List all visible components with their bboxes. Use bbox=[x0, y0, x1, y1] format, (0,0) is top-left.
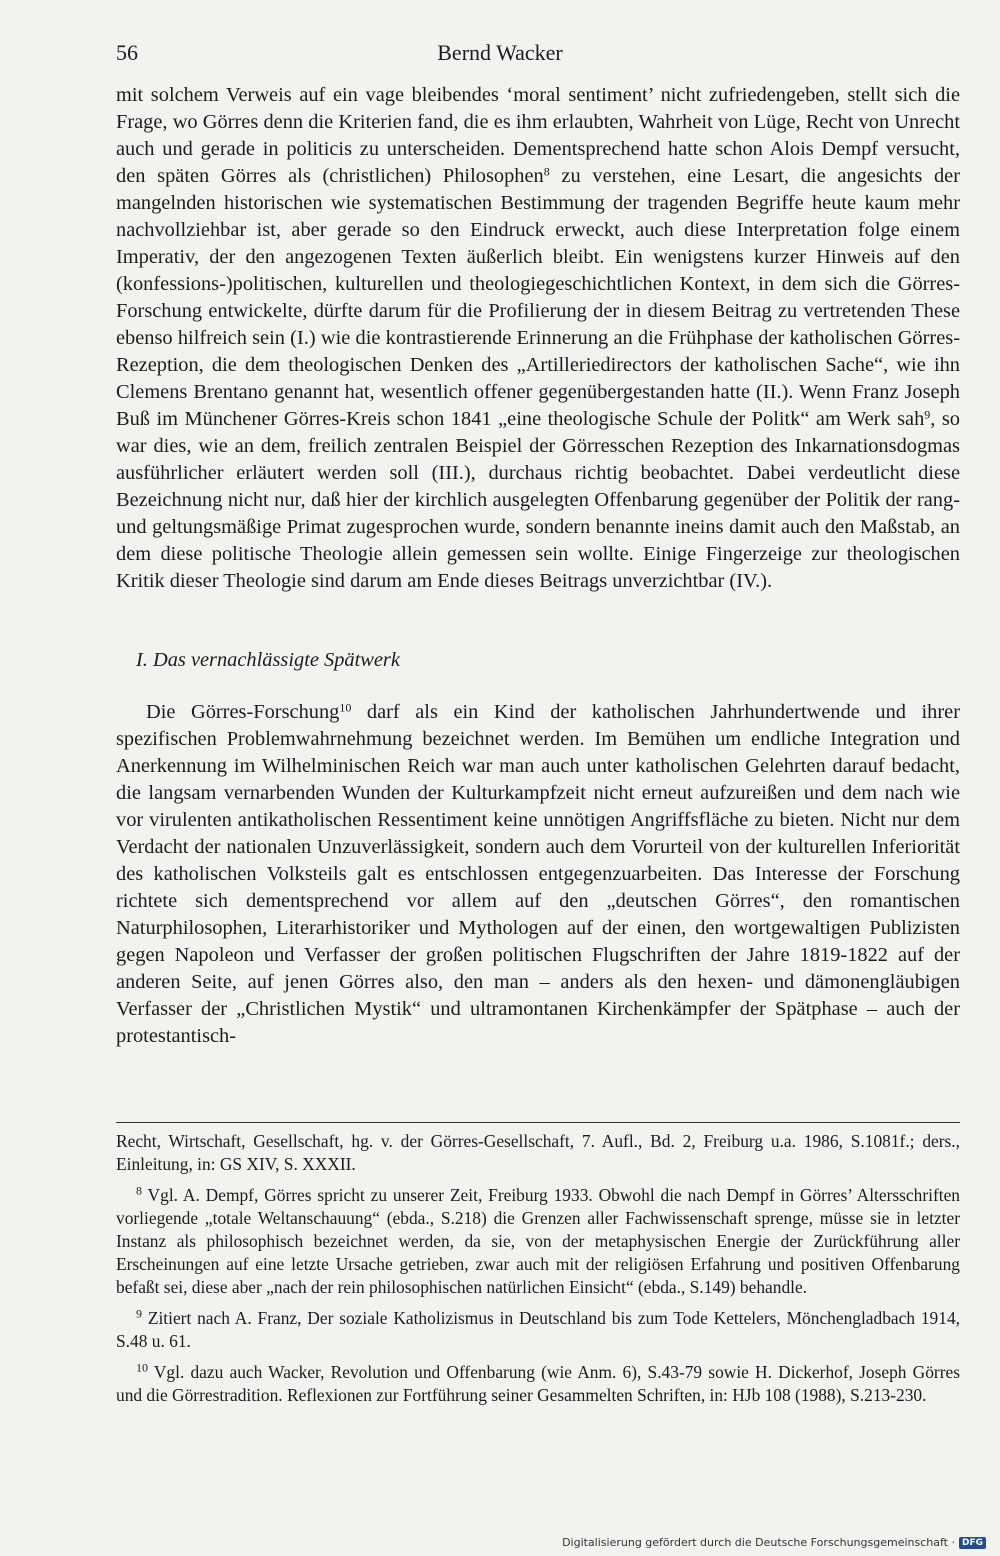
footnote-text: Zitiert nach A. Franz, Der soziale Katholizismus in Deutschland bis zum Tode Kettelers, Mönchengladbach 1914, S.48 u. 61. bbox=[116, 1308, 960, 1351]
body-paragraph bbox=[116, 82, 960, 595]
footnote-text: Vgl. A. Dempf, Görres spricht zu unserer Zeit, Freiburg 1933. Obwohl die nach Dempf in Görres’ Altersschriften vorliegende „totale Weltanschauung“ (ebda., S.218) die Grenzen aller Fachwissenschaft sprenge, müsse sie in letzter Instanz als philosophisch bezeichnet werden, da sie, von der metaphysischen Energie der Zurückführung aller Erscheinungen auf eine letzte Ursache getrieben, zwar auch mit der religiösen Erfahrung und positiven Offenbarung befaßt sei, diese aber „nach der rein philosophischen natürlichen Einsicht“ (ebda., S.149) behandle. bbox=[116, 1185, 960, 1297]
paragraph-text: , so war dies, wie an dem, freilich zentralen Beispiel der Görresschen Rezeption des Inkarnationsdogmas ausführlicher erläutert werden soll (III.), durchaus richtig beobachtet. Dabei verdeutlicht diese Bezeichnung nicht nur, daß hier der kirchlich ausgelegten Offenbarung gegenüber der Politik der rang- und geltungsmäßige Primat zugesprochen wurde, sondern benannte ineins damit auch den Maßstab, an dem diese politische Theologie allein gemessen sein wollte. Einige Fingerzeige zur theologischen Kritik dieser Theologie sind darum am Ende dieses Beitrags unverzichtbar (IV.). bbox=[116, 408, 960, 592]
footnote-mark: 10 bbox=[136, 1360, 148, 1375]
digitization-text: Digitalisierung gefördert durch die Deutsche Forschungsgemeinschaft · bbox=[562, 1536, 955, 1549]
footnote-divider bbox=[116, 1122, 960, 1123]
paragraph-text: mit solchem Verweis auf ein vage bleibendes ‘moral sentiment’ nicht zufriedengeben, stellt sich die Frage, wo Görres denn die Kriterien fand, die es ihm erlaubten, Wahrheit von Lüge, Recht von Unrecht auch und gerade in politicis zu unterscheiden. Dementsprechend hatte schon Alois Dempf versucht, den späten Görres als (christlichen) Philosophen bbox=[116, 84, 960, 187]
page-number: 56 bbox=[116, 40, 138, 65]
section-heading: I. Das vernachlässigte Spätwerk bbox=[136, 649, 400, 671]
running-head: Bernd Wacker bbox=[437, 40, 563, 65]
paragraph-text: darf als ein Kind der katholischen Jahrhundertwende und ihrer spezifischen Problemwahrnehmung bezeichnet werden. Im Bemühen um endliche Integration und Anerkennung im Wilhelminischen Reich war man auch unter katholischen Gelehrten darauf bedacht, die langsam vernarbenden Wunden der Kulturkampfzeit nicht erneut aufzureißen und dem nach wie vor virulenten antikatholischen Ressentiment keine unnötigen Angriffsfläche zu bieten. Nicht nur dem Verdacht der nationalen Unzuverlässigkeit, sondern auch dem Vorurteil von der kulturellen Inferiorität des katholischen Volksteils galt es entschlossen entgegenzuarbeiten. Das Interesse der Forschung richtete sich dementsprechend vor allem auf den „deutschen Görres“, den romantischen Naturphilosophen, Literarhistoriker und Mythologen auf der einen, den wortgewaltigen Publizisten gegen Napoleon und Verfasser der großen politischen Flugschriften der Jahre 1819-1822 auf der anderen Seite, auf jenen Görres also, den man – anders als den hexen- und dämonengläubigen Verfasser der „Christlichen Mystik“ und ultramontanen Kirchenkämpfer der Spätphase – auch der protestantisch- bbox=[116, 701, 960, 1047]
footnote-ref-10: 10 bbox=[339, 700, 352, 715]
main-text bbox=[116, 82, 960, 1050]
footnote-continued: Recht, Wirtschaft, Gesellschaft, hg. v. der Görres-Gesellschaft, 7. Aufl., Bd. 2, Freiburg u.a. 1986, S.1081f.; ders., Einleitung, in: GS XIV, S. XXXII. bbox=[116, 1131, 960, 1174]
footnote-9 bbox=[116, 1307, 960, 1353]
digitization-credit bbox=[562, 1536, 986, 1549]
paragraph-text: Die Görres-Forschung bbox=[146, 701, 340, 723]
footnote-ref-9: 9 bbox=[924, 407, 931, 422]
footnote-8 bbox=[116, 1184, 960, 1299]
dfg-logo-icon: DFG bbox=[959, 1537, 986, 1549]
body-paragraph bbox=[116, 699, 960, 1050]
footnote-10 bbox=[116, 1361, 960, 1407]
footnote-text: Vgl. dazu auch Wacker, Revolution und Offenbarung (wie Anm. 6), S.43-79 sowie H. Dickerhof, Joseph Görres und die Görrestradition. Reflexionen zur Fortführung seiner Gesammelten Schriften, in: HJb 108 (1988), S.213-230. bbox=[116, 1362, 960, 1405]
footnote-mark: 9 bbox=[136, 1306, 142, 1321]
footnote-ref-8: 8 bbox=[543, 164, 550, 179]
footnote-mark: 8 bbox=[136, 1183, 142, 1198]
footnotes bbox=[116, 1130, 960, 1415]
paragraph-text: zu verstehen, eine Lesart, die angesichts der mangelnden historischen wie systematischen Bestimmung der tragenden Begriffe heute kaum mehr nachvollziehbar ist, aber gerade so den Eindruck erweckt, auch diese Interpretation folge einem Imperativ, der den angezogenen Texten äußerlich bleibt. Ein wenigstens kurzer Hinweis auf den (konfessions-)politischen, kulturellen und theologiegeschichtlichen Kontext, in dem sich die Görres-Forschung entwickelte, dürfte darum für die Profilierung der in diesem Beitrag zu vertretenden These ebenso hilfreich sein (I.) wie die kontrastierende Erinnerung an die Frühphase der katholischen Görres-Rezeption, die dem theologischen Denken des „Artilleriedirectors der katholischen Sache“, wie ihn Clemens Brentano genannt hat, wesentlich offener gegenübergestanden hatte (II.). Wenn Franz Joseph Buß im Münchener Görres-Kreis schon 1841 „eine theologische Schule der Politk“ am Werk sah bbox=[116, 165, 960, 430]
